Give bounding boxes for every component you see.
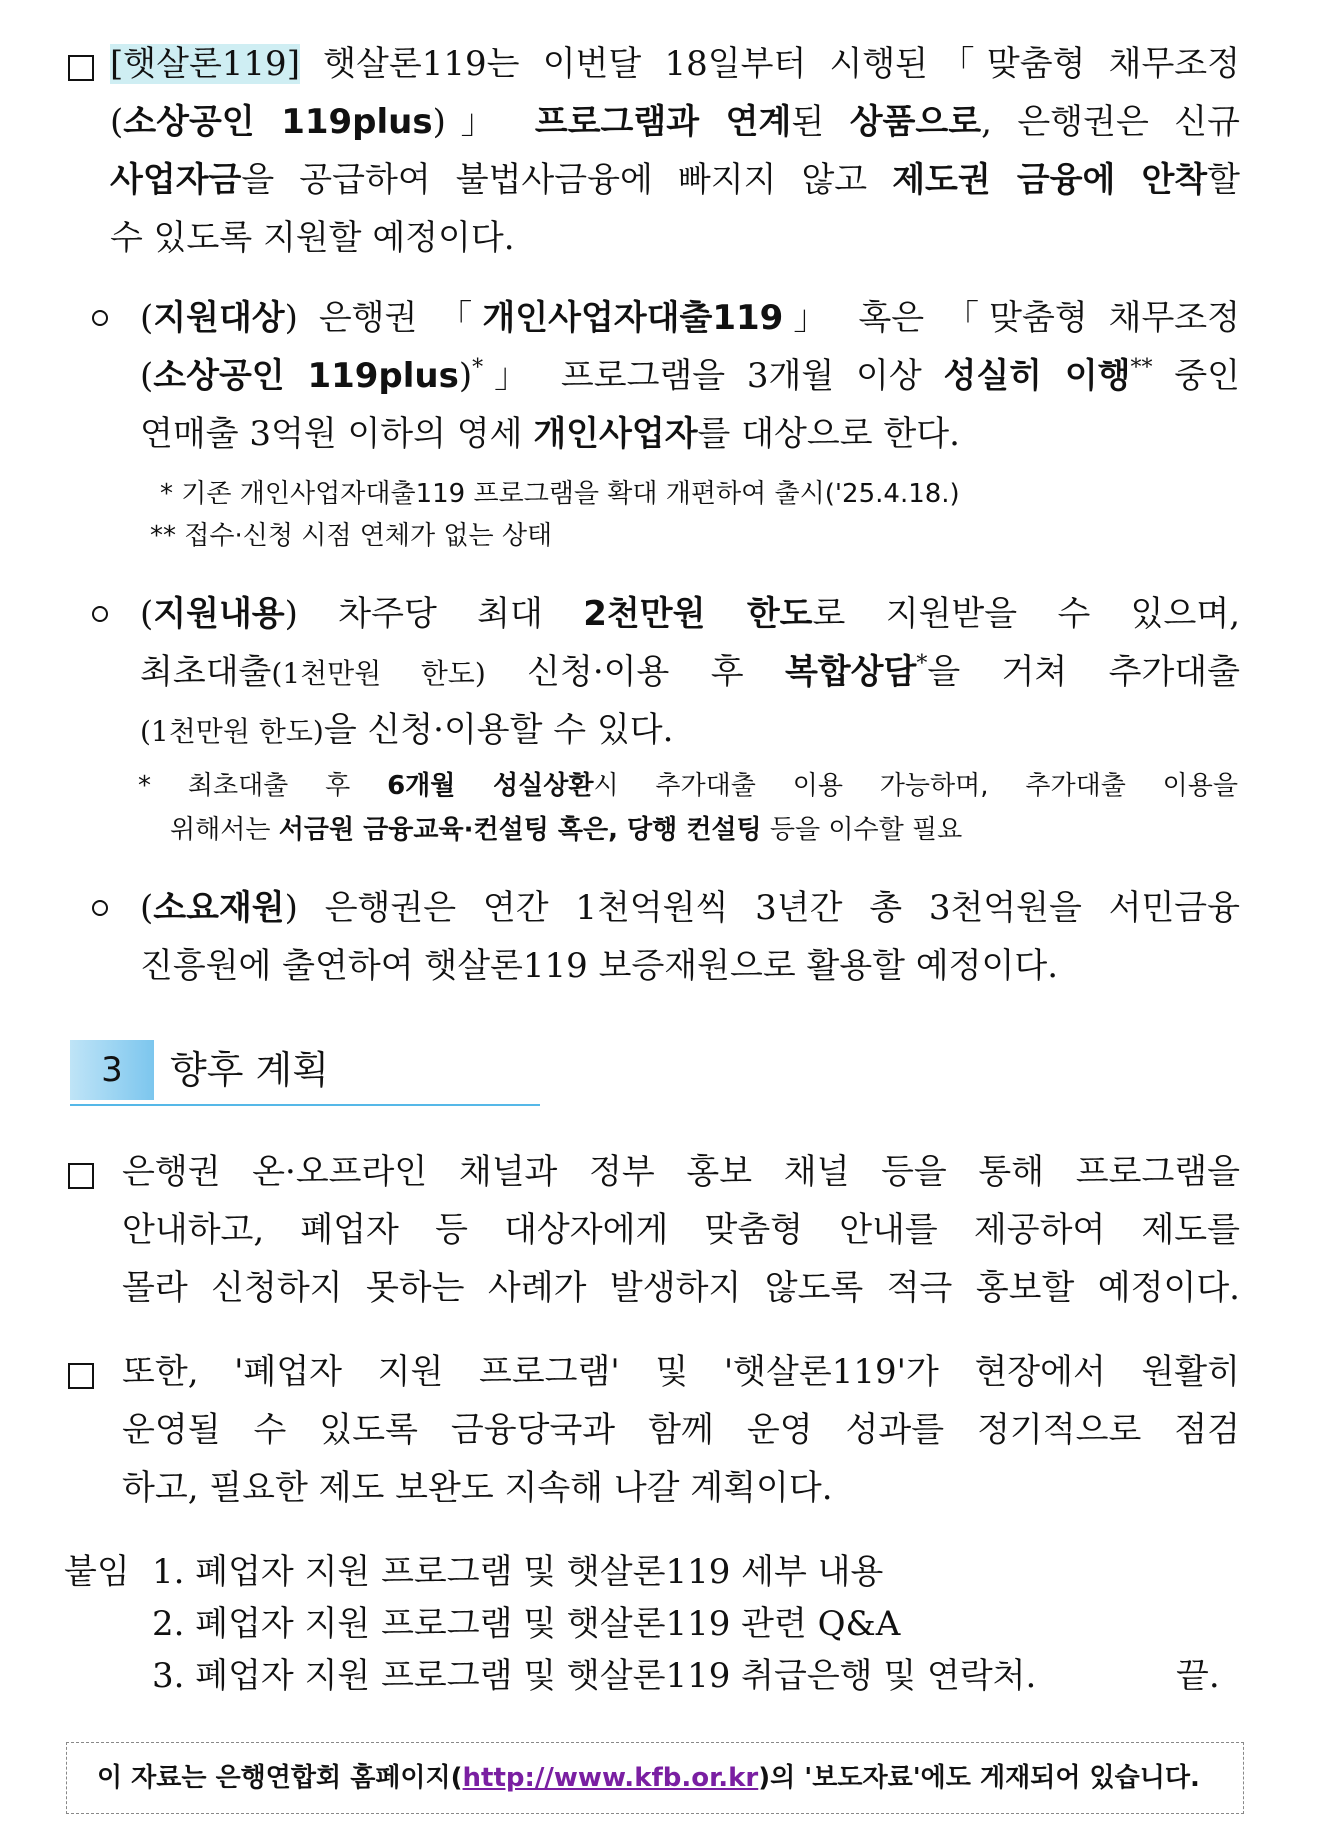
sub1-line1: (지원대상) 은행권 「개인사업자대출119」 혹은 「맞춤형 채무조정	[140, 298, 1240, 338]
sub2-line1: (지원내용) 차주당 최대 2천만원 한도로 지원받을 수 있으며,	[140, 594, 1241, 634]
para2-line1: 은행권 온·오프라인 채널과 정부 홍보 채널 등을 통해 프로그램을	[122, 1152, 1240, 1192]
square-bullet-icon	[68, 1363, 94, 1389]
para3-line2: 운영될 수 있도록 금융당국과 함께 운영 성과를 정기적으로 점검	[122, 1410, 1240, 1450]
para1-line1: [햇살론119] 햇살론119는 이번달 18일부터 시행된「맞춤형 채무조정	[110, 44, 1240, 84]
attachment-item-1: 1. 폐업자 지원 프로그램 및 햇살론119 세부 내용	[152, 1552, 884, 1592]
sub1-line2: (소상공인 119plus)*」 프로그램을 3개월 이상 성실히 이행** 중인	[140, 355, 1241, 396]
sub2-line3: (1천만원 한도)을 신청·이용할 수 있다.	[140, 710, 674, 750]
attachment-item-2: 2. 폐업자 지원 프로그램 및 햇살론119 관련 Q&A	[152, 1604, 901, 1644]
para1-line2: (소상공인 119plus)」 프로그램과 연계된 상품으로, 은행권은 신규	[110, 102, 1240, 142]
sub2-line2: 최초대출(1천만원 한도) 신청·이용 후 복합상담*을 거쳐 추가대출	[140, 651, 1240, 692]
notice-text: 이 자료는 은행연합회 홈페이지(http://www.kfb.or.kr)의 '보도자료'에도 게재되어 있습니다.	[97, 1763, 1200, 1793]
sub2-note2: 위해서는 서금원 금융교육·컨설팅 혹은, 당행 컨설팅 등을 이수할 필요	[170, 815, 963, 845]
section-divider	[70, 1104, 540, 1106]
attachment-label: 붙임	[64, 1552, 130, 1592]
sub2-note1: * 최초대출 후 6개월 성실상환시 추가대출 이용 가능하며, 추가대출 이용을	[138, 771, 1238, 801]
sub1-note1: * 기존 개인사업자대출119 프로그램을 확대 개편하여 출시('25.4.18.)	[160, 479, 960, 509]
circle-bullet-icon	[92, 606, 108, 622]
sub1-note2: ** 접수·신청 시점 연체가 없는 상태	[150, 521, 553, 551]
highlight-tag: [햇살론119]	[110, 44, 300, 84]
end-mark: 끝.	[1176, 1656, 1220, 1696]
circle-bullet-icon	[92, 310, 108, 326]
square-bullet-icon	[68, 55, 94, 81]
sub1-line3: 연매출 3억원 이하의 영세 개인사업자를 대상으로 한다.	[140, 414, 960, 454]
para1-line4: 수 있도록 지원할 예정이다.	[110, 218, 515, 258]
para3-line3: 하고, 필요한 제도 보완도 지속해 나갈 계획이다.	[122, 1468, 833, 1508]
para2-line2: 안내하고, 폐업자 등 대상자에게 맞춤형 안내를 제공하여 제도를	[122, 1210, 1240, 1250]
para2-line3: 몰라 신청하지 못하는 사례가 발생하지 않도록 적극 홍보할 예정이다.	[122, 1268, 1240, 1308]
para3-line1: 또한, '폐업자 지원 프로그램' 및 '햇살론119'가 현장에서 원활히	[122, 1352, 1240, 1392]
section-heading	[70, 1040, 540, 1106]
sub3-line1: (소요재원) 은행권은 연간 1천억원씩 3년간 총 3천억원을 서민금융	[140, 888, 1240, 928]
sub3-line2: 진흥원에 출연하여 햇살론119 보증재원으로 활용할 예정이다.	[140, 946, 1058, 986]
section-title: 향후 계획	[170, 1048, 329, 1092]
section-number: 3	[70, 1040, 154, 1100]
homepage-link[interactable]: http://www.kfb.or.kr	[462, 1763, 759, 1793]
square-bullet-icon	[68, 1163, 94, 1189]
attachment-item-3: 3. 폐업자 지원 프로그램 및 햇살론119 취급은행 및 연락처.	[152, 1656, 1037, 1696]
circle-bullet-icon	[92, 900, 108, 916]
para1-line3: 사업자금을 공급하여 불법사금융에 빠지지 않고 제도권 금융에 안착할	[110, 160, 1240, 200]
notice-box	[66, 1742, 1244, 1814]
